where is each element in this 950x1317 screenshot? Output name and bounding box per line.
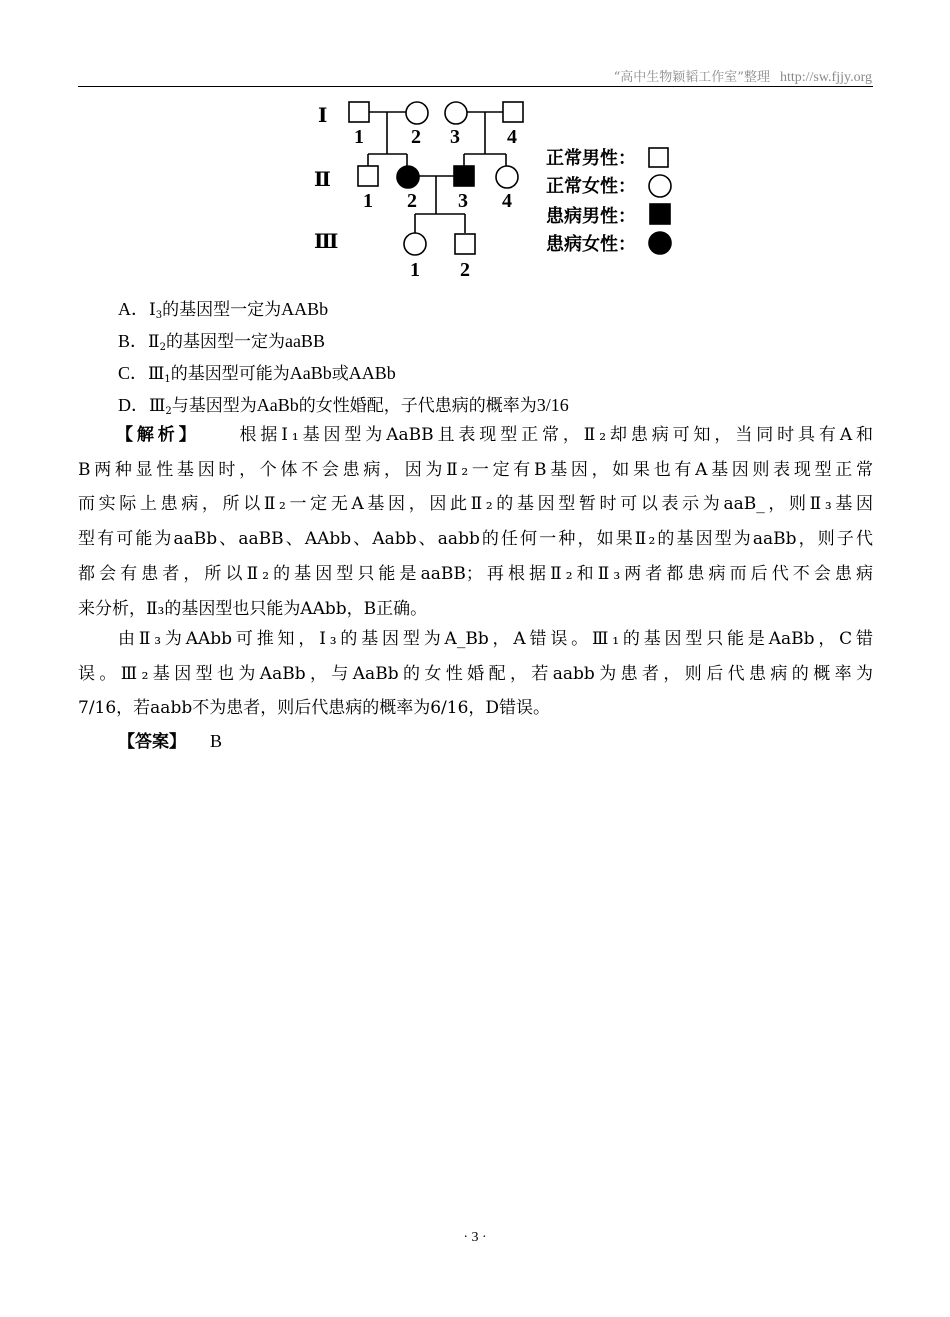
pedigree-diagram: [310, 96, 680, 282]
analysis-line-5: 都会有患者，所以Ⅱ₂的基因型只能是aaBB；再根据Ⅱ₂和Ⅱ₃两者都患病而后代不会患病: [78, 563, 873, 584]
analysis-paragraph-2: [78, 622, 873, 726]
option-d-letter: D．: [118, 395, 149, 415]
option-a-letter: A．: [118, 299, 149, 319]
analysis-line-4: 型有可能为aaBb、aaBB、AAbb、Aabb、aabb的任何一种，如果Ⅱ₂的基因型为aaBb，则子代: [78, 529, 873, 550]
gen3-male-2: [455, 234, 475, 254]
gen1-num-2: 2: [411, 126, 421, 148]
option-c-genotype-2: AABb: [348, 363, 396, 383]
header-url: http://sw.fjjy.org: [779, 70, 872, 85]
option-b-genotype: aaBB: [284, 331, 325, 351]
legend-normal-female: 正常女性：: [546, 176, 636, 196]
gen2-num-2: 2: [407, 190, 417, 212]
option-d-sub: 2: [165, 406, 172, 417]
analysis-p2-line-2: 误。Ⅲ₂基因型也为AaBb，与AaBb的女性婚配，若aabb为患者，则后代患病的概率为: [78, 663, 873, 684]
gen-label-1: Ⅰ: [318, 105, 328, 127]
option-b-letter: B．: [118, 331, 149, 351]
legend-normal-male-icon: [649, 148, 668, 167]
option-d: [118, 391, 569, 417]
analysis-p2-line-3: 7/16，若aabb不为患者，则后代患病的概率为6/16，D错误。: [78, 698, 551, 719]
gen1-male-4: [503, 102, 523, 122]
legend-affected-female: 患病女性：: [546, 234, 636, 254]
option-b: [118, 327, 325, 353]
gen2-female-2-affected: [397, 166, 419, 188]
option-d-probability: 3/16: [536, 395, 569, 415]
header-rule: [78, 86, 873, 87]
legend-affected-male: 患病男性：: [546, 206, 636, 226]
analysis-line-6: 来分析，Ⅱ₃的基因型也只能为AAbb，B正确。: [78, 598, 428, 619]
gen1-female-2: [406, 102, 428, 124]
analysis-text-1: 根据Ⅰ₁基因型为AaBB且表现型正常，Ⅱ₂却患病可知，当同时具有A和: [235, 425, 873, 445]
option-b-text: 的基因型一定为: [165, 332, 285, 352]
gen3-num-1: 1: [410, 259, 420, 281]
option-c-sub: 1: [164, 374, 171, 385]
option-a-text: 的基因型一定为: [162, 300, 282, 320]
page-number: · 3 ·: [463, 1230, 487, 1245]
option-c-letter: C．: [118, 363, 149, 383]
option-d-text-2: 的女性婚配，子代患病的概率为: [298, 396, 537, 416]
option-a: [118, 295, 328, 321]
analysis-line-2: B两种显性基因时，个体不会患病，因为Ⅱ₂一定有B基因，如果也有A基因则表现型正常: [78, 459, 873, 480]
gen3-female-1: [404, 233, 426, 255]
gen1-female-3: [445, 102, 467, 124]
analysis-line-1: [78, 418, 873, 453]
answer-value: B: [210, 731, 223, 751]
gen2-male-1: [358, 166, 378, 186]
gen1-num-4: 4: [507, 126, 517, 148]
option-d-text-1: 与基因型为: [171, 396, 257, 416]
legend-normal-male: 正常男性：: [546, 148, 636, 168]
analysis-paragraph-1: [78, 418, 873, 626]
option-b-sub: 2: [159, 342, 166, 353]
gen-label-2: Ⅱ: [314, 169, 331, 191]
page-header: [614, 66, 872, 86]
gen1-male-1: [349, 102, 369, 122]
legend-affected-female-icon: [649, 232, 671, 254]
option-a-roman: Ⅰ: [149, 300, 156, 320]
option-a-sub: 3: [155, 310, 163, 321]
analysis-label: 【解析】: [116, 425, 200, 445]
gen2-male-3-affected: [454, 166, 474, 186]
header-source: “高中生物颖韬工作室”整理: [613, 70, 770, 85]
legend-affected-male-icon: [650, 204, 670, 224]
option-c: [118, 359, 396, 385]
gen-label-3: Ⅲ: [314, 231, 339, 253]
option-c-roman: Ⅲ: [148, 364, 165, 384]
answer-label: 【答案】: [118, 732, 186, 752]
gen2-num-3: 3: [458, 190, 468, 212]
option-c-or: 或: [331, 364, 349, 384]
gen1-num-3: 3: [450, 126, 460, 148]
analysis-p2-line-1: 由Ⅱ₃为AAbb可推知，Ⅰ₃的基因型为A_Bb，A错误。Ⅲ₁的基因型只能是AaBb，C错: [118, 629, 873, 649]
gen1-num-1: 1: [354, 126, 364, 148]
option-b-roman: Ⅱ: [148, 332, 160, 352]
gen3-num-2: 2: [460, 259, 470, 281]
option-c-text: 的基因型可能为: [170, 364, 290, 384]
gen2-num-4: 4: [502, 190, 512, 212]
option-d-genotype: AaBb: [256, 395, 299, 415]
legend-normal-female-icon: [649, 175, 671, 197]
answer: [118, 727, 222, 752]
option-c-genotype-1: AaBb: [289, 363, 332, 383]
option-d-roman: Ⅲ: [149, 396, 166, 416]
option-a-genotype: AABb: [281, 299, 329, 319]
analysis-line-3: 而实际上患病，所以Ⅱ₂一定无A基因，因此Ⅱ₂的基因型暂时可以表示为aaB_，则Ⅱ₃基因: [78, 494, 873, 515]
gen2-female-4: [496, 166, 518, 188]
gen2-num-1: 1: [363, 190, 373, 212]
